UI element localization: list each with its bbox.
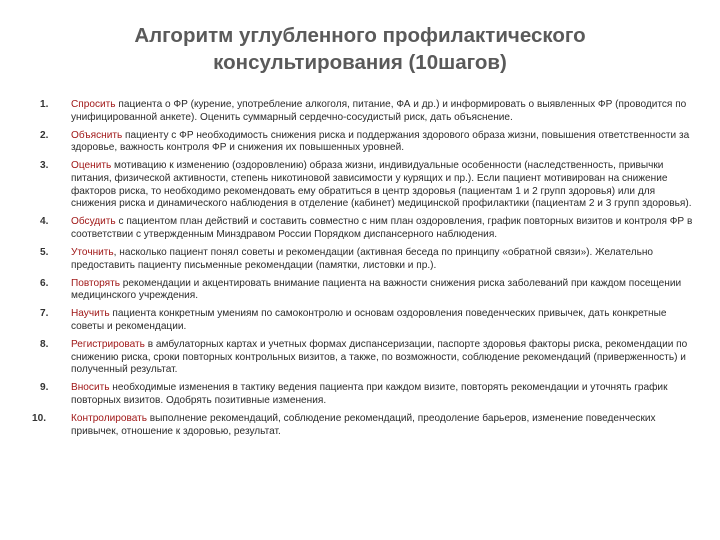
step-keyword: Контролировать <box>71 412 147 424</box>
list-item <box>40 382 700 407</box>
step-keyword: Уточнить <box>71 246 114 258</box>
step-text: пациента конкретным умениям по самоконтролю и основам оздоровления поведенческих привычек, дать конкретные советы и рекомендации. <box>71 308 667 332</box>
title-line-1: Алгоритм углубленного профилактического <box>134 24 586 47</box>
step-keyword: Обсудить <box>71 216 116 228</box>
step-keyword: Объяснить <box>71 129 123 141</box>
step-number: 7. <box>40 308 49 320</box>
step-keyword: Оценить <box>71 160 112 172</box>
list-item <box>40 130 700 155</box>
title-line-2: консультирования (10шагов) <box>213 51 507 74</box>
step-text: с пациентом план действий и составить совместно с ним план оздоровления, график повторных визитов и контроля ФР в соответствии с утвержденным Минздравом России Порядком диспансерного наблюдения. <box>71 216 693 240</box>
step-number: 6. <box>40 277 49 289</box>
list-item <box>40 160 700 210</box>
list-item <box>40 278 700 303</box>
steps-list <box>32 99 700 444</box>
list-item <box>40 339 700 377</box>
step-keyword: Научить <box>71 308 110 320</box>
list-item <box>32 412 700 438</box>
step-number: 1. <box>40 99 49 110</box>
list-item <box>40 247 700 272</box>
step-text: пациенту с ФР необходимость снижения риска и поддержания здорового образа жизни, повышения ответственности за здоровье, важность контроля ФР и снижения их повышенных уровней. <box>71 129 690 154</box>
step-number: 2. <box>40 129 49 141</box>
step-text: выполнение рекомендаций, соблюдение рекомендаций, преодоление барьеров, изменение поведенческих привычек, отношение к здоровью, результат. <box>71 412 656 437</box>
step-number: 10. <box>32 412 47 424</box>
step-number: 5. <box>40 246 49 258</box>
step-number: 9. <box>40 382 49 394</box>
step-text: в амбулаторных картах и учетных формах диспансеризации, паспорте здоровья факторы риска, рекомендации по снижению риска, сроки повторных контрольных визитов, а также, по возможности, соблюдение рекомендаций (приверженность) и полученный результат. <box>71 339 688 376</box>
step-text: , насколько пациент понял советы и рекомендации (активная беседа по принципу «обратной связи»). Желательно предоставить пациенту письменные рекомендации (памятки, листовки и пр.). <box>71 246 654 271</box>
step-keyword: Спросить <box>71 99 116 110</box>
step-text: необходимые изменения в тактику ведения пациента при каждом визите, повторять рекомендации и уточнять график повторных визитов. Одобрять позитивные изменения. <box>71 382 668 406</box>
step-keyword: Регистрировать <box>71 339 145 350</box>
step-keyword: Вносить <box>71 382 110 394</box>
step-text: пациента о ФР (курение, употребление алкоголя, питание, ФА и др.) и информировать о выявленных ФР (проводится по унифицированной анкете). Оценить суммарный сердечно-сосудистый риск, дать объяснение. <box>71 99 687 123</box>
step-number: 4. <box>40 216 49 228</box>
list-item <box>40 216 700 241</box>
step-text: мотивацию к изменению (оздоровлению) образа жизни, индивидуальные особенности (наследственность, привычки питания, физической активности, степень никотиновой зависимости у курящих и пр.). Если пациент мотивирован на снижение факторов риска, то необходимо рекомендовать ему обратиться в центр здоровья (пациентам 1 и 2 групп здоровья) или для снижения риска и динамического наблюдения в отделение (кабинет) медицинской профилактики (пациентам 2 и 3 групп здоровья). <box>71 160 692 210</box>
step-number: 8. <box>40 339 49 350</box>
page-title <box>60 22 660 76</box>
list-item <box>40 308 700 333</box>
step-text: рекомендации и акцентировать внимание пациента на важности снижения риска заболеваний при каждом посещении медицинского учреждения. <box>71 277 682 302</box>
step-keyword: Повторять <box>71 277 120 289</box>
list-item <box>40 99 700 124</box>
step-number: 3. <box>40 160 49 172</box>
